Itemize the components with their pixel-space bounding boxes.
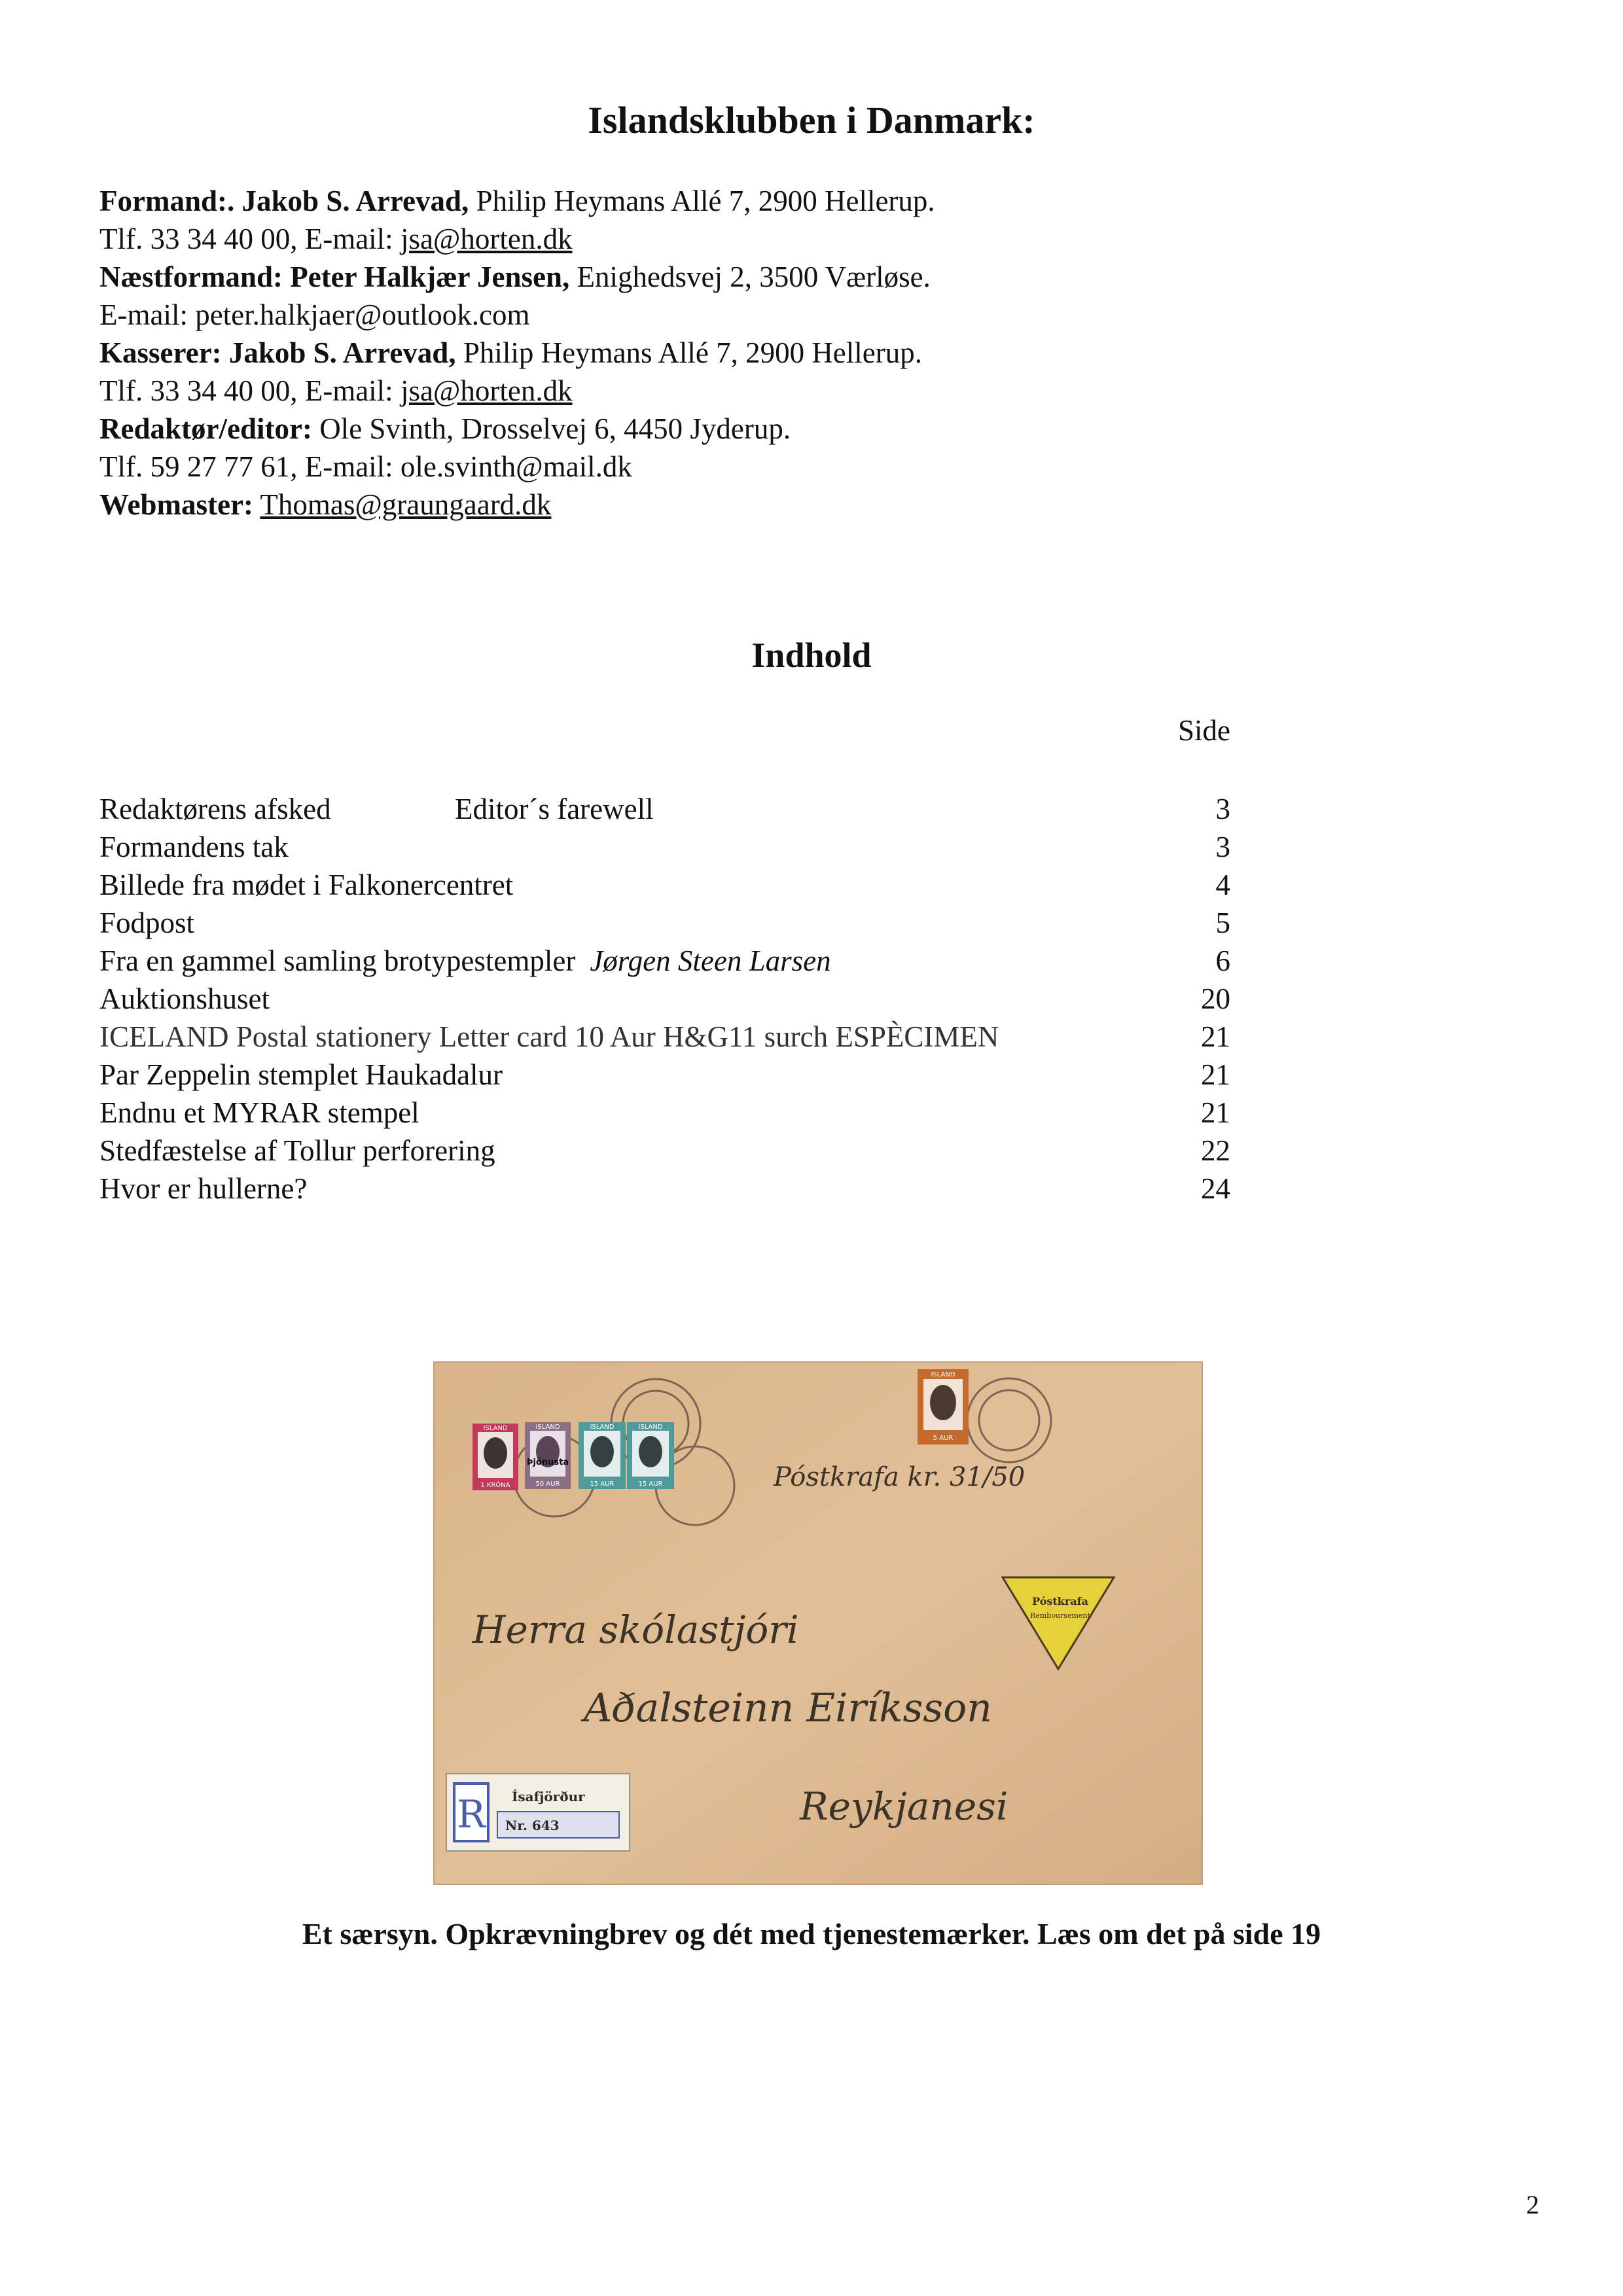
toc-row[interactable] [99, 904, 1230, 942]
toc-row-title: Formandens tak [99, 831, 289, 863]
toc-row[interactable] [99, 1132, 1230, 1170]
naestformand-email: E-mail: peter.halkjaer@outlook.com [99, 298, 530, 331]
toc-row-title: Auktionshuset [99, 982, 270, 1015]
postkrafa-subtitle: Remboursement [1030, 1611, 1090, 1620]
page-number: 2 [1526, 2190, 1539, 2219]
page-title: Islandsklubben i Danmark: [588, 99, 1035, 141]
toc-row-title: Redaktørens afsked [99, 793, 331, 825]
toc-row[interactable] [99, 828, 1230, 866]
photo-caption: Et særsyn. Opkrævningbrev og dét med tjenestemærker. Læs om det på side 19 [302, 1917, 1321, 1950]
kasserer-name: Jakob S. Arrevad, [228, 336, 456, 369]
registration-label [446, 1774, 630, 1851]
stamp-3-value: 15 AUR [590, 1480, 615, 1488]
handwriting-line-1: Póstkrafa kr. 31/50 [774, 1462, 1026, 1492]
toc-row-page: 22 [1201, 1134, 1230, 1167]
toc-row[interactable] [99, 866, 1230, 904]
stamp-2-overprint: Þjónusta [526, 1458, 569, 1467]
toc-list [99, 790, 1230, 1208]
toc-row-title: Hvor er hullerne? [99, 1172, 308, 1205]
toc-row-page: 3 [1215, 793, 1230, 825]
formand-contact: Tlf. 33 34 40 00, E-mail: [99, 223, 393, 255]
stamp-5-country: ISLAND [931, 1371, 955, 1378]
stamp-15-aur-right [627, 1422, 674, 1489]
kasserer-label: Kasserer: [99, 336, 222, 369]
kasserer-address: Philip Heymans Allé 7, 2900 Hellerup. [463, 336, 922, 369]
formand-email-link[interactable]: jsa@horten.dk [400, 223, 573, 255]
toc-row[interactable] [99, 1170, 1230, 1208]
toc-row-page: 21 [1201, 1096, 1230, 1129]
envelope-photo [433, 1361, 1203, 1885]
stamp-1-krona [473, 1424, 518, 1490]
stamp-2-country: ISLAND [535, 1424, 560, 1431]
formand-label: Formand:. [99, 185, 235, 217]
handwriting-line-3: Aðalsteinn Eiríksson [584, 1685, 992, 1731]
toc-row[interactable] [99, 1094, 1230, 1132]
toc-row-page: 21 [1201, 1058, 1230, 1091]
toc-row-subtitle: Editor´s farewell [455, 793, 654, 825]
redaktor-label: Redaktør/editor: [99, 412, 312, 445]
kasserer-line [99, 334, 935, 372]
toc-row-title: Endnu et MYRAR stempel [99, 1096, 419, 1129]
toc-row[interactable] [99, 790, 1230, 828]
kasserer-contact: Tlf. 33 34 40 00, E-mail: [99, 374, 393, 407]
stamp-5-value: 5 AUR [933, 1435, 954, 1442]
toc-row-page: 5 [1215, 906, 1230, 939]
toc-row-title: ICELAND Postal stationery Letter card 10 Aur H&G11 surch ESPÈCIMEN [99, 1020, 999, 1053]
handwriting-line-2: Herra skólastjóri [473, 1607, 799, 1652]
toc-row-page: 3 [1215, 831, 1230, 863]
registration-office: Ísafjörður [512, 1789, 585, 1804]
handwriting-line-4: Reykjanesi [800, 1784, 1008, 1829]
toc-row-page: 4 [1215, 869, 1230, 901]
formand-address: Philip Heymans Allé 7, 2900 Hellerup. [476, 185, 935, 217]
stamp-3-country: ISLAND [590, 1424, 615, 1431]
formand-line [99, 182, 935, 220]
webmaster-label: Webmaster: [99, 488, 253, 521]
stamp-4-country: ISLAND [638, 1424, 663, 1431]
toc-row-title: Billede fra mødet i Falkonercentret [99, 869, 514, 901]
webmaster-line [99, 486, 935, 524]
stamp-2-value: 50 AUR [535, 1480, 560, 1488]
stamp-15-aur-left [579, 1422, 626, 1489]
toc-side-header: Side [1177, 714, 1230, 747]
toc-row-title: Stedfæstelse af Tollur perforering [99, 1134, 495, 1167]
webmaster-email-link[interactable]: Thomas@graungaard.dk [260, 488, 552, 521]
registration-number: Nr. 643 [505, 1818, 560, 1833]
toc-row-page: 21 [1201, 1020, 1230, 1053]
formand-contact-line [99, 220, 935, 258]
stamp-1-value: 1 KRÓNA [480, 1482, 510, 1489]
toc-row-title: Fra en gammel samling brotypestempler [99, 944, 576, 977]
kasserer-contact-line [99, 372, 935, 410]
toc-row[interactable] [99, 1018, 1230, 1056]
toc-row-page: 6 [1215, 944, 1230, 977]
redaktor-line [99, 410, 935, 448]
toc-title: Indhold [751, 636, 872, 675]
redaktor-contact: Tlf. 59 27 77 61, E-mail: ole.svinth@mail.dk [99, 450, 632, 483]
toc-row-page: 20 [1201, 982, 1230, 1015]
toc-row-title: Fodpost [99, 906, 195, 939]
toc-row[interactable] [99, 942, 1230, 980]
toc-row[interactable] [99, 980, 1230, 1018]
formand-name: Jakob S. Arrevad, [241, 185, 469, 217]
toc-row-page: 24 [1201, 1172, 1230, 1205]
toc-row-title: Par Zeppelin stemplet Haukadalur [99, 1058, 503, 1091]
toc-row-author: Jørgen Steen Larsen [590, 944, 831, 977]
naestformand-label: Næstformand: [99, 260, 283, 293]
stamp-50-aur [525, 1422, 571, 1489]
stamp-5-aur [918, 1369, 969, 1444]
redaktor-address: Ole Svinth, Drosselvej 6, 4450 Jyderup. [319, 412, 791, 445]
naestformand-address: Enighedsvej 2, 3500 Værløse. [577, 260, 931, 293]
postkrafa-title: Póstkrafa [1032, 1595, 1088, 1607]
stamp-4-value: 15 AUR [638, 1480, 663, 1488]
stamp-1-country: ISLAND [483, 1425, 508, 1432]
naestformand-name: Peter Halkjær Jensen, [290, 260, 570, 293]
board-contact-list [99, 182, 935, 524]
kasserer-email-link[interactable]: jsa@horten.dk [400, 374, 573, 407]
naestformand-line [99, 258, 935, 296]
toc-row[interactable] [99, 1056, 1230, 1094]
registration-letter: R [457, 1792, 486, 1837]
